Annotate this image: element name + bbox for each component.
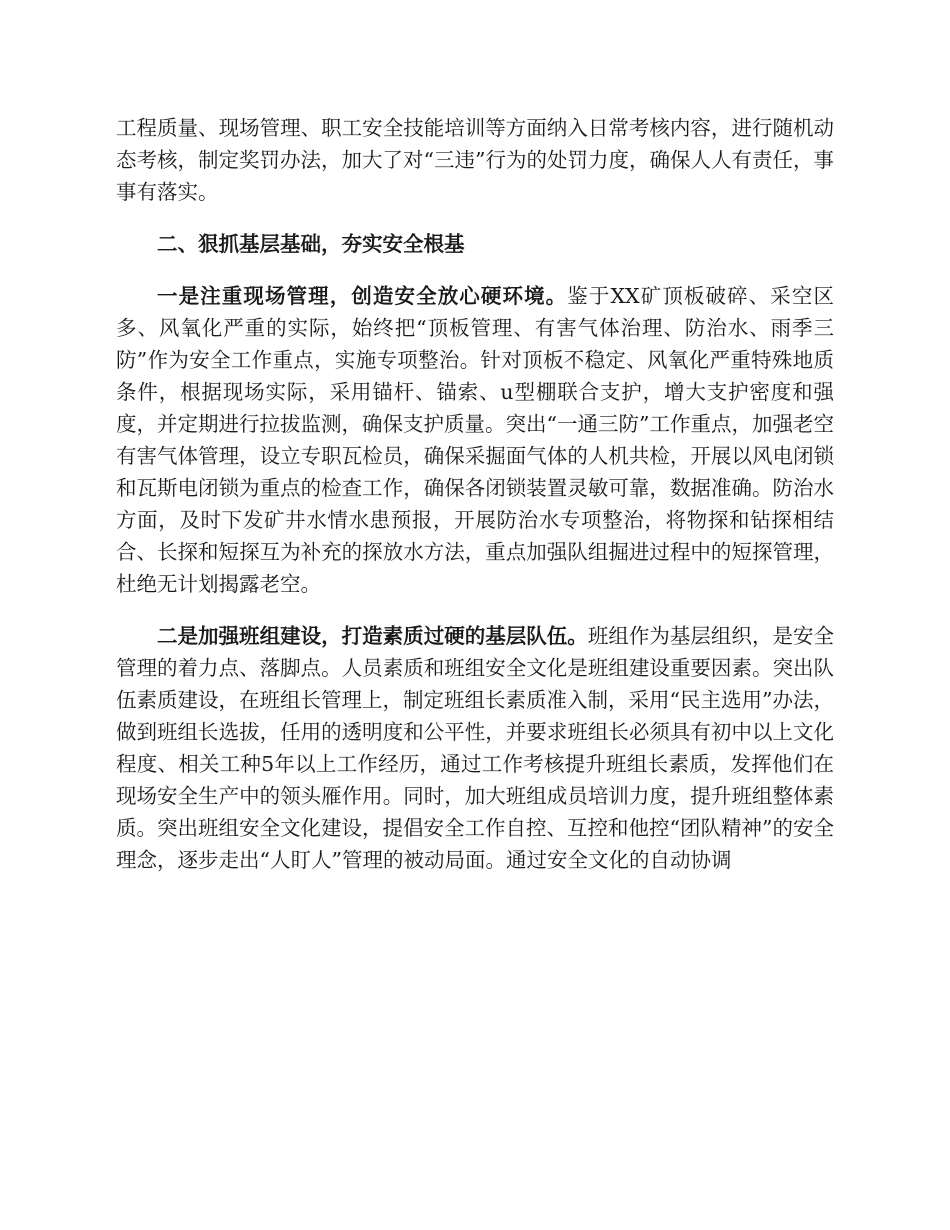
- paragraph-team-building: [116, 620, 834, 876]
- paragraph-body-1: 鉴于XX矿顶板破碎、采空区多、风氧化严重的实际，始终把“顶板管理、有害气体治理、防治水、雨季三防”作为安全工作重点，实施专项整治。针对顶板不稳定、风氧化严重特殊地质条件，根据现场实际，采用锚杆、锚索、u型棚联合支护，增大支护密度和强度，并定期进行拉拔监测，确保支护质量。突出“一通三防”工作重点，加强老空有害气体管理，设立专职瓦检员，确保采掘面气体的人机共检，开展以风电闭锁和瓦斯电闭锁为重点的检查工作，确保各闭锁装置灵敏可靠，数据准确。防治水方面，及时下发矿井水情水患预报，开展防治水专项整治，将物探和钻探相结合、长探和短探互为补充的探放水方法，重点加强队组掘进过程中的短探管理，杜绝无计划揭露老空。: [116, 284, 834, 596]
- section-heading: 二、狠抓基层基础，夯实安全根基: [157, 232, 465, 256]
- paragraph-body-2: 班组作为基层组织，是安全管理的着力点、落脚点。人员素质和班组安全文化是班组建设重要因素。突出队伍素质建设，在班组长管理上，制定班组长素质准入制，采用“民主选用”办法，做到班组长选拔，任用的透明度和公平性，并要求班组长必须具有初中以上文化程度、相关工种5年以上工作经历，通过工作考核提升班组长素质，发挥他们在现场安全生产中的领头雁作用。同时，加大班组成员培训力度，提升班组整体素质。突出班组安全文化建设，提倡安全工作自控、互控和他控“团队精神”的安全理念，逐步走出“人盯人”管理的被动局面。通过安全文化的自动协调: [116, 624, 834, 872]
- document-body: [116, 112, 834, 896]
- paragraph-continued: 工程质量、现场管理、职工安全技能培训等方面纳入日常考核内容，进行随机动态考核，制定奖罚办法，加大了对“三违”行为的处罚力度，确保人人有责任，事事有落实。: [116, 116, 834, 204]
- paragraph-lead-2: 二是加强班组建设，打造素质过硬的基层队伍。: [157, 624, 588, 648]
- paragraph-site-management: [116, 280, 834, 600]
- paragraph-lead-1: 一是注重现场管理，创造安全放心硬环境。: [157, 284, 568, 308]
